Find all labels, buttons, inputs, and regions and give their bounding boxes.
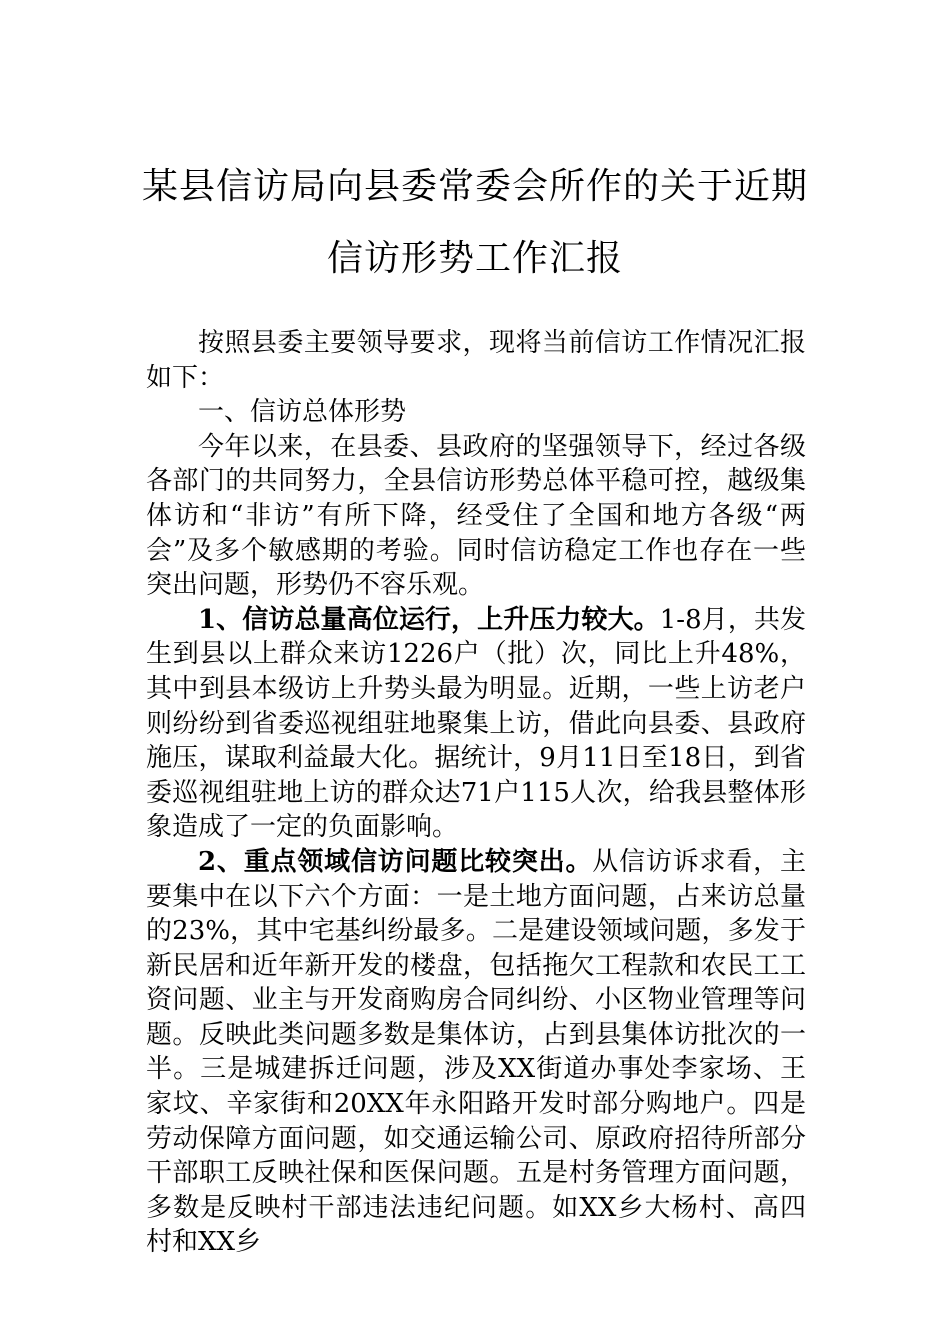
point-1-paragraph: [146, 603, 806, 845]
document-title-line-2: 信访形势工作汇报: [326, 238, 623, 279]
intro-paragraph: 按照县委主要领导要求，现将当前信访工作情况汇报如下：: [146, 328, 806, 393]
document-body: [146, 326, 806, 1260]
point-2-paragraph: [146, 845, 806, 1260]
point-1-text: 1-8月，共发生到县以上群众来访1226户（批）次，同比上升48%，其中到县本级访上升势头最为明显。近期，一些上访老户则纷纷到省委巡视组驻地聚集上访，借此向县委、县政府施压，谋取利益最大化。据统计，9月11日至18日，到省委巡视组驻地上访的群众达71户115人次，给我县整体形象造成了一定的负面影响。: [146, 604, 807, 843]
overview-paragraph: 今年以来，在县委、县政府的坚强领导下，经过各级各部门的共同努力，全县信访形势总体平稳可控，越级集体访和“非访”有所下降，经受住了全国和地方各级“两会”及多个敏感期的考验。同时信访稳定工作也存在一些突出问题，形势仍不容乐观。: [146, 431, 806, 601]
document-title-line-1: 某县信访局向县委常委会所作的关于近期: [141, 166, 808, 207]
point-1-heading: 1、信访总量高位运行，上升压力较大。: [198, 604, 660, 635]
section-heading: 一、信访总体形势: [198, 397, 407, 428]
point-2-text: 从信访诉求看，主要集中在以下六个方面：一是土地方面问题，占来访总量的23%，其中宅基纠纷最多。二是建设领域问题，多发于新民居和近年新开发的楼盘，包括拖欠工程款和农民工工资问题、业主与开发商购房合同纠纷、小区物业管理等问题。反映此类问题多数是集体访，占到县集体访批次的一半。三是城建拆迁问题，涉及XX街道办事处李家场、王家坟、辛家街和20XX年永阳路开发时部分购地户。四是劳动保障方面问题，如交通运输公司、原政府招待所部分干部职工反映社保和医保问题。五是村务管理方面问题，多数是反映村干部违法违纪问题。如XX乡大杨村、高四村和XX乡: [146, 846, 806, 1258]
point-2-heading: 2、重点领域信访问题比较突出。: [198, 846, 593, 877]
